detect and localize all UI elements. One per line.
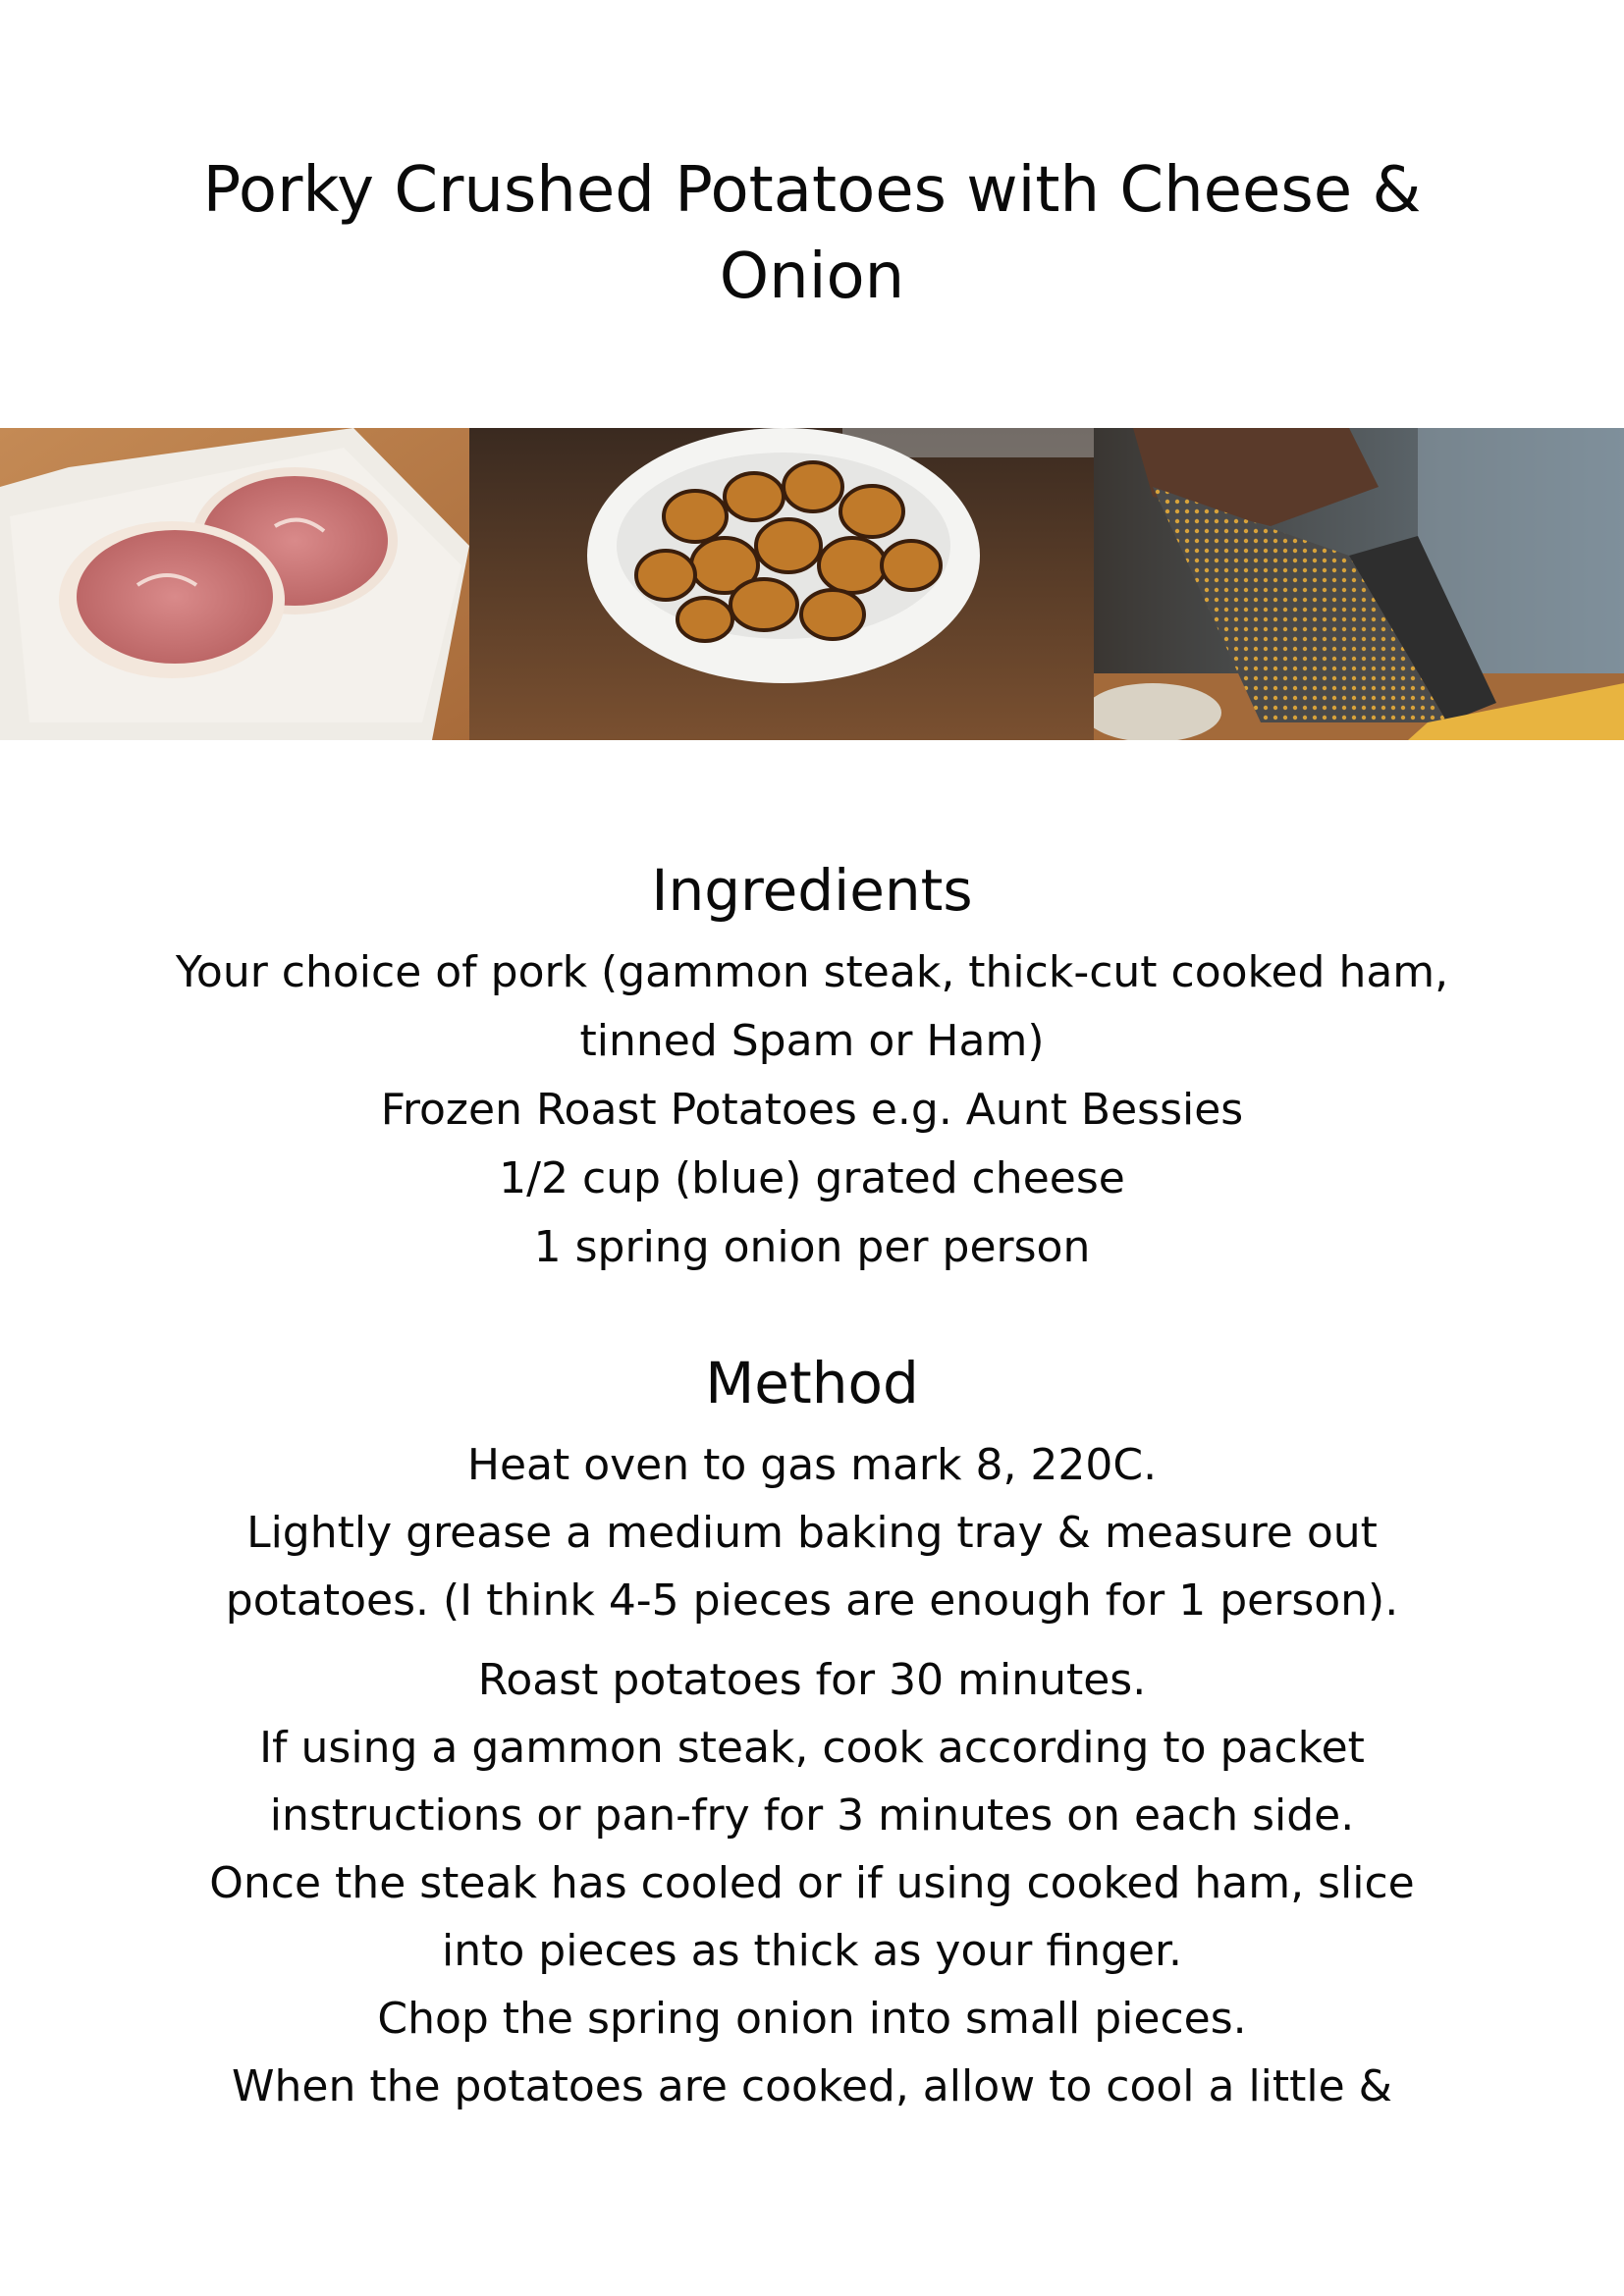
ingredient-line: 1/2 cup (blue) grated cheese bbox=[499, 1153, 1125, 1203]
ingredients-heading: Ingredients bbox=[651, 857, 973, 924]
method-line: Chop the spring onion into small pieces. bbox=[377, 1994, 1247, 2044]
method-line: Once the steak has cooled or if using cooked ham, slice bbox=[209, 1858, 1415, 1908]
recipe-title-line: Porky Crushed Potatoes with Cheese & bbox=[202, 154, 1422, 227]
roast-potatoes-photo bbox=[469, 428, 1094, 740]
method-steps bbox=[0, 1431, 1624, 2120]
ingredient-line: Frozen Roast Potatoes e.g. Aunt Bessies bbox=[380, 1085, 1244, 1135]
recipe-title bbox=[0, 147, 1624, 320]
method-line: Lightly grease a medium baking tray & measure out bbox=[246, 1508, 1378, 1558]
recipe-title-line: Onion bbox=[719, 240, 905, 313]
method-line: When the potatoes are cooked, allow to cool a little & bbox=[231, 2061, 1392, 2111]
photo-strip bbox=[0, 428, 1624, 740]
gammon-steak-photo bbox=[0, 428, 469, 740]
ingredients-list bbox=[0, 938, 1624, 1282]
grating-cheese-photo bbox=[1094, 428, 1624, 740]
method-line: instructions or pan-fry for 3 minutes on each side. bbox=[269, 1790, 1355, 1841]
method-heading: Method bbox=[705, 1350, 919, 1416]
method-line: potatoes. (I think 4-5 pieces are enough for 1 person). bbox=[225, 1575, 1399, 1626]
ingredient-line: tinned Spam or Ham) bbox=[579, 1016, 1045, 1066]
method-line: Roast potatoes for 30 minutes. bbox=[477, 1655, 1147, 1705]
method-line: Heat oven to gas mark 8, 220C. bbox=[466, 1440, 1158, 1490]
method-line: If using a gammon steak, cook according to packet bbox=[259, 1723, 1365, 1773]
ingredient-line: 1 spring onion per person bbox=[533, 1222, 1091, 1272]
method-line: into pieces as thick as your finger. bbox=[442, 1926, 1182, 1976]
ingredient-line: Your choice of pork (gammon steak, thick-cut cooked ham, bbox=[175, 947, 1449, 997]
